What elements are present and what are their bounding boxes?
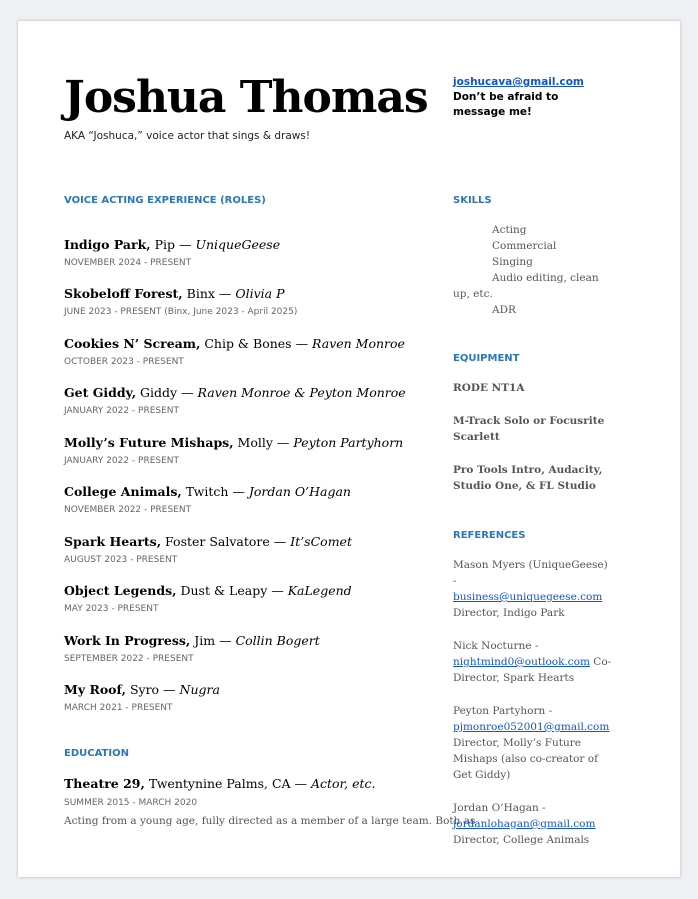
equipment-list	[453, 380, 613, 511]
equipment-item: M-Track Solo or Focusrite Scarlett	[453, 415, 605, 443]
role-title: Skobeloff Forest, Binx — Olivia P	[64, 286, 285, 301]
reference-name: Mason Myers (UniqueGeese) -	[453, 559, 608, 587]
equipment-item: Pro Tools Intro, Audacity, Studio One, & FL Studio	[453, 464, 603, 492]
role-title: College Animals, Twitch — Jordan O’Hagan	[64, 484, 351, 499]
reference-role: Director, Indigo Park	[453, 607, 565, 619]
role-title: Work In Progress, Jim — Collin Bogert	[64, 633, 320, 648]
reference-item	[453, 557, 613, 621]
references-heading: REFERENCES	[453, 530, 526, 541]
role-dates: JANUARY 2022 - PRESENT	[64, 406, 180, 416]
contact-message: Don’t be afraid to message me!	[453, 91, 559, 118]
resume-page	[18, 21, 680, 877]
role-dates: AUGUST 2023 - PRESENT	[64, 555, 178, 565]
skill-item: Acting	[492, 224, 527, 236]
skill-item: Audio editing, clean up, etc.	[453, 272, 599, 300]
email-link[interactable]: joshucava@gmail.com	[453, 76, 584, 88]
skill-item: Commercial	[492, 240, 557, 252]
references-list	[453, 557, 613, 865]
role-dates: MAY 2023 - PRESENT	[64, 604, 159, 614]
role-title: My Roof, Syro — Nugra	[64, 682, 220, 697]
reference-item	[453, 638, 613, 686]
reference-email-link[interactable]: pjmonroe052001@gmail.com	[453, 721, 610, 733]
role-dates: NOVEMBER 2022 - PRESENT	[64, 505, 192, 515]
reference-item	[453, 800, 613, 848]
contact-block	[453, 75, 613, 120]
role-dates: JUNE 2023 - PRESENT (Binx, June 2023 - April 2025)	[64, 307, 298, 317]
reference-name: Nick Nocturne -	[453, 640, 539, 652]
role-dates: JANUARY 2022 - PRESENT	[64, 456, 180, 466]
resume-name: Joshua Thomas	[64, 72, 428, 123]
reference-role: Co-Director, Spark Hearts	[453, 656, 612, 684]
role-title: Indigo Park, Pip — UniqueGeese	[64, 237, 281, 252]
education-heading: EDUCATION	[64, 748, 129, 759]
skill-item: ADR	[492, 304, 516, 316]
role-dates: SEPTEMBER 2022 - PRESENT	[64, 654, 194, 664]
education-description: Acting from a young age, fully directed as a member of a large team. Both as	[64, 815, 476, 827]
skill-item: Singing	[492, 256, 533, 268]
role-dates: OCTOBER 2023 - PRESENT	[64, 357, 184, 367]
reference-email-link[interactable]: business@uniquegeese.com	[453, 591, 603, 603]
role-title: Cookies N’ Scream, Chip & Bones — Raven Monroe	[64, 336, 405, 351]
role-title: Molly’s Future Mishaps, Molly — Peyton Partyhorn	[64, 435, 404, 450]
reference-item	[453, 703, 613, 783]
role-title: Get Giddy, Giddy — Raven Monroe & Peyton Monroe	[64, 385, 406, 400]
role-dates: NOVEMBER 2024 - PRESENT	[64, 258, 192, 268]
resume-tagline: AKA “Joshuca,” voice actor that sings & draws!	[64, 130, 311, 142]
reference-role: Director, College Animals	[453, 834, 590, 846]
experience-heading: VOICE ACTING EXPERIENCE (ROLES)	[64, 195, 266, 206]
education-dates: SUMMER 2015 - MARCH 2020	[64, 798, 198, 808]
equipment-item: RODE NT1A	[453, 382, 525, 394]
role-dates: MARCH 2021 - PRESENT	[64, 703, 173, 713]
reference-name: Peyton Partyhorn -	[453, 705, 553, 717]
reference-email-link[interactable]: nightmind0@outlook.com	[453, 656, 590, 668]
reference-role: Director, Molly’s Future Mishaps (also co-creator of Get Giddy)	[453, 737, 598, 781]
reference-name: Jordan O’Hagan -	[453, 802, 546, 814]
role-title: Object Legends, Dust & Leapy — KaLegend	[64, 583, 352, 598]
reference-email-link[interactable]: jordanlohagan@gmail.com	[453, 818, 596, 830]
equipment-heading: EQUIPMENT	[453, 353, 520, 364]
role-title: Spark Hearts, Foster Salvatore — It’sComet	[64, 534, 352, 549]
skills-heading: SKILLS	[453, 195, 492, 206]
education-title: Theatre 29, Twentynine Palms, CA — Actor, etc.	[64, 776, 376, 791]
skills-list	[453, 222, 613, 318]
